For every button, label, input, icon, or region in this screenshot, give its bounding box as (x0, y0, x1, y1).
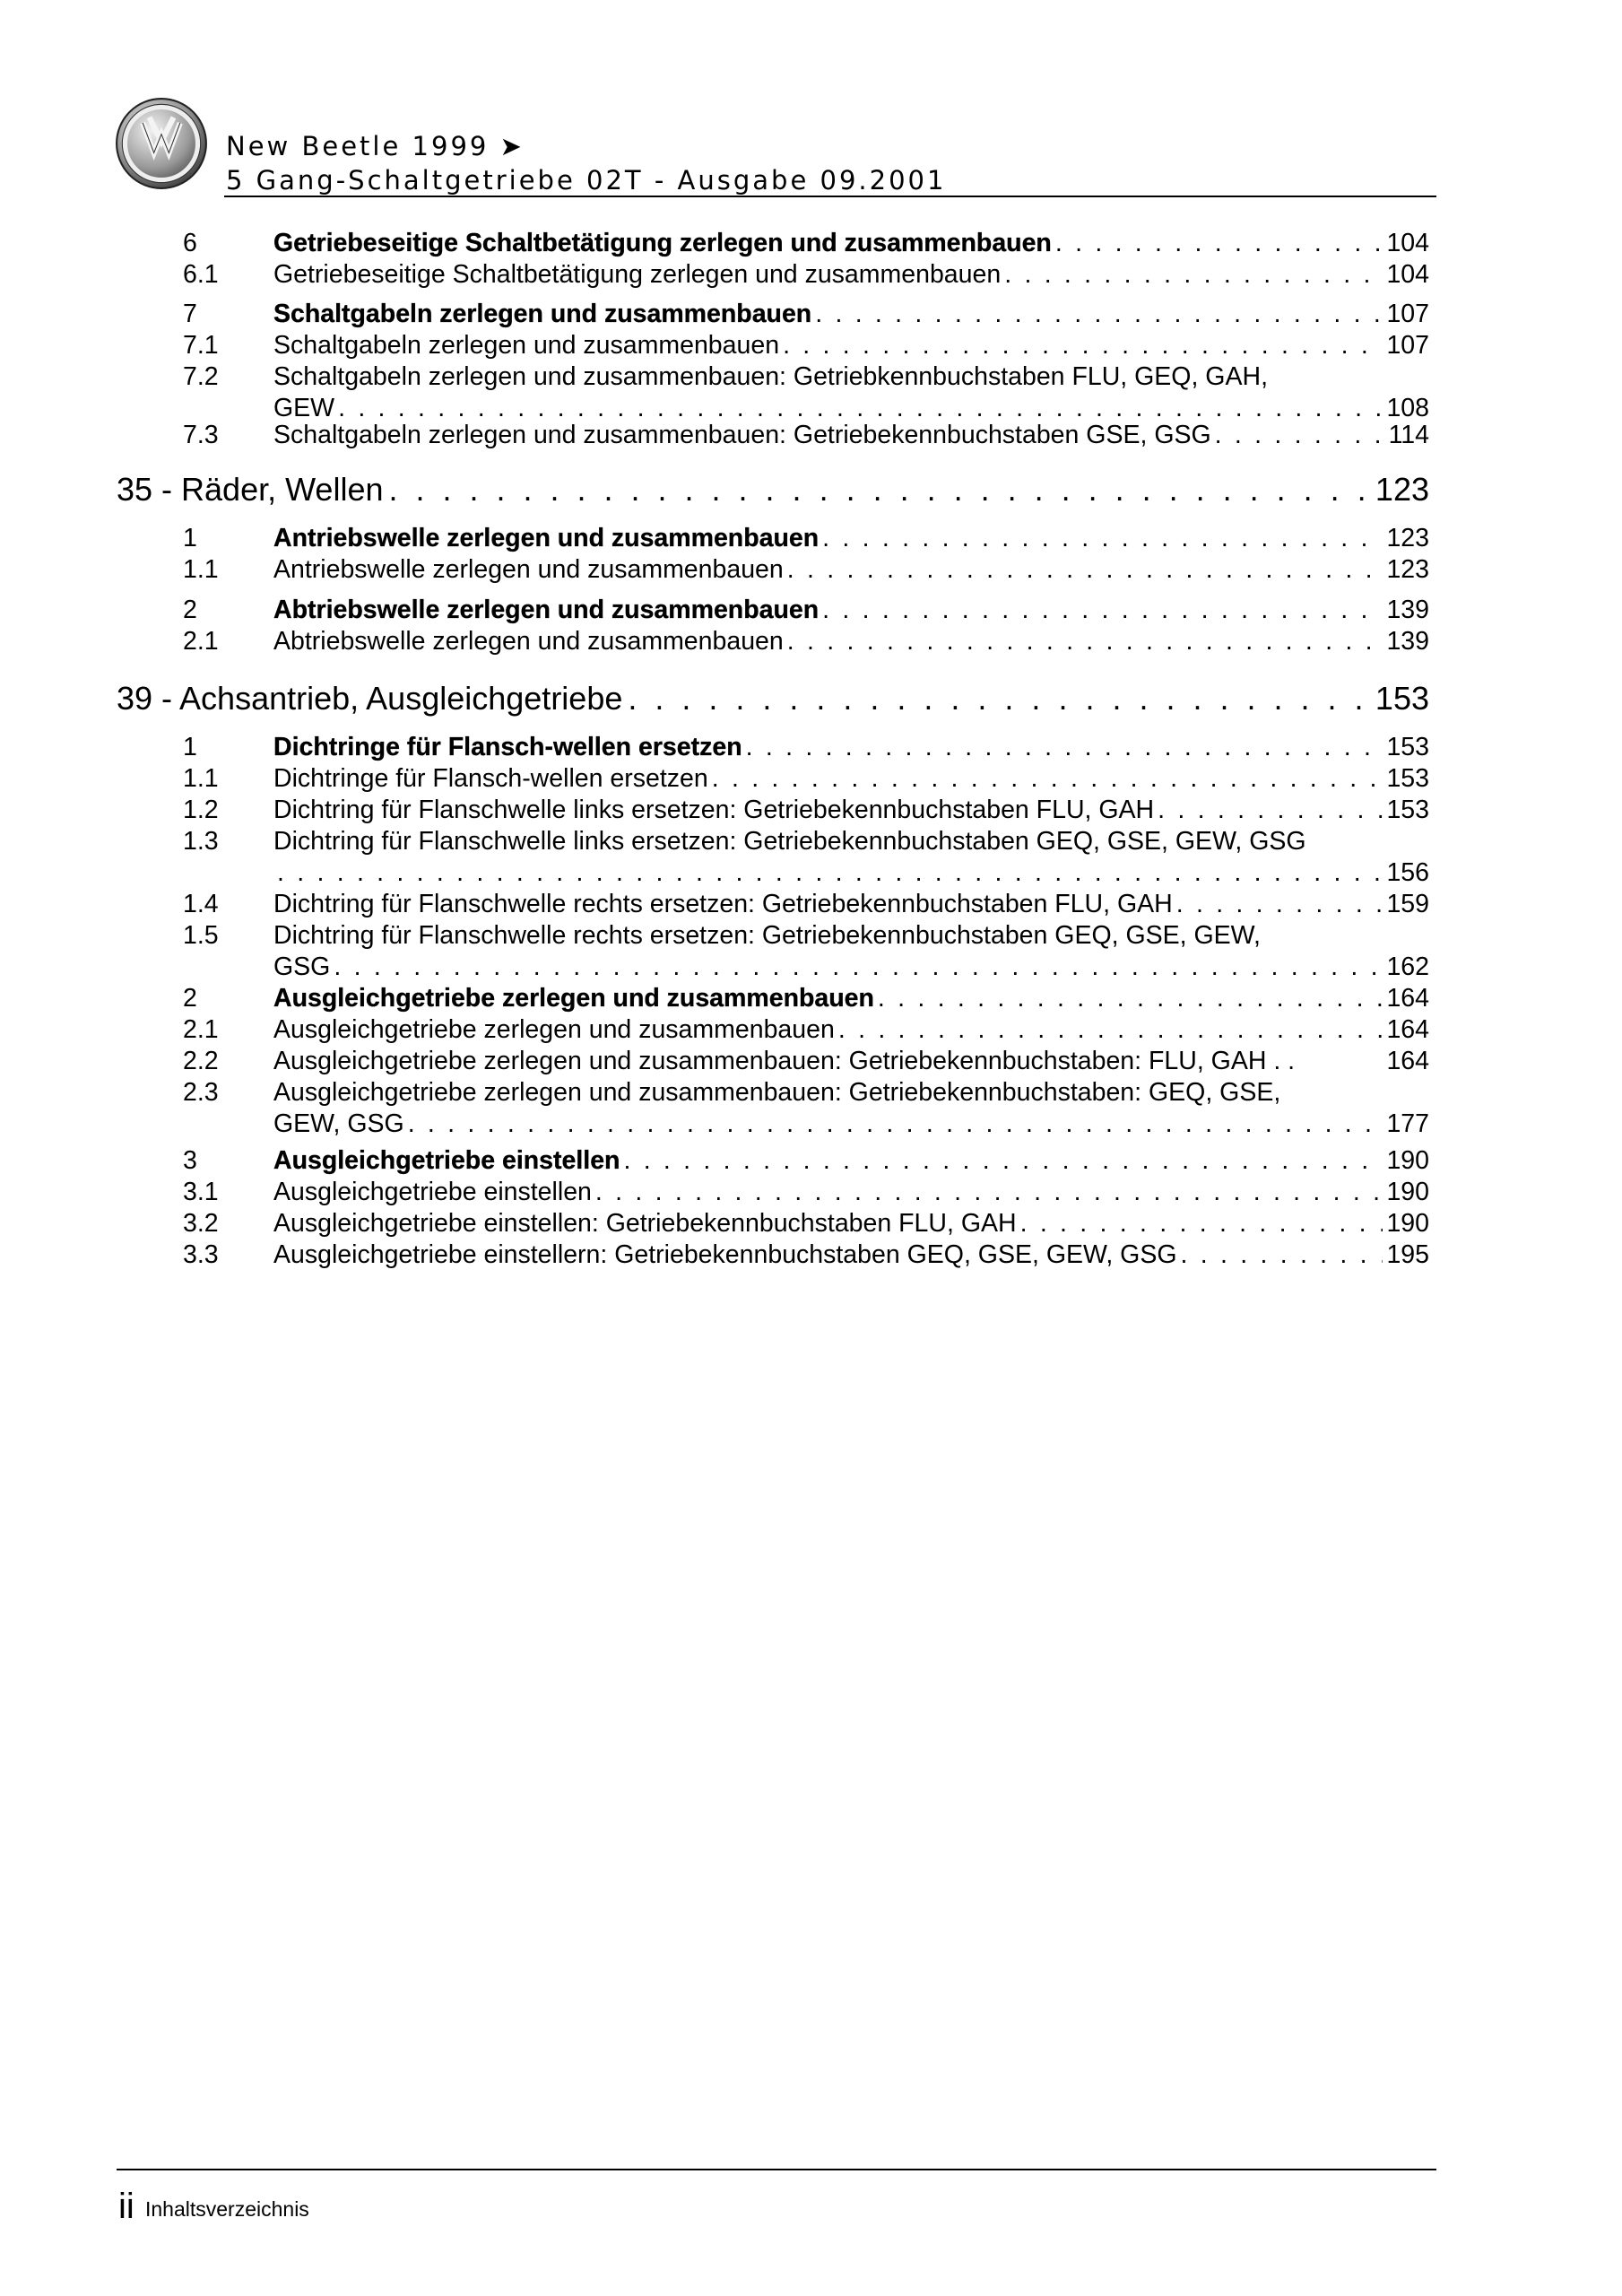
toc-page-number: 177 (1386, 1109, 1429, 1138)
toc-entry-number: 1.2 (183, 796, 219, 824)
toc-leader-dots (822, 524, 1383, 553)
toc-page-number: 164 (1386, 984, 1429, 1013)
toc-leader-dots (338, 394, 1383, 423)
toc-leader-dots (389, 471, 1370, 509)
toc-entry-title: Abtriebswelle zerlegen und zusammenbauen (273, 627, 784, 656)
toc-entry-body (273, 555, 1429, 585)
toc-entry-title: Ausgleichgetriebe einstellen: Getriebekennbuchstaben FLU, GAH (273, 1209, 1017, 1238)
toc-entry-title-cont: GEW (273, 394, 335, 422)
toc-entry-number: 6 (183, 229, 197, 257)
toc-page-number: 107 (1386, 300, 1429, 328)
toc-entry-body (273, 1146, 1429, 1176)
toc-entry-title: Schaltgabeln zerlegen und zusammenbauen: Getriebekennbuchstaben GSE, GSG (273, 421, 1211, 449)
toc-entry-title: Schaltgabeln zerlegen und zusammenbauen (273, 331, 780, 360)
toc-entry-continuation[interactable] (273, 394, 1429, 423)
toc-entry-number: 7.1 (183, 331, 219, 360)
toc-entry-body (273, 921, 1429, 951)
toc-entry-number: 2 (183, 984, 197, 1013)
toc-entry-title: Dichtring für Flanschwelle rechts ersetzen: Getriebekennbuchstaben FLU, GAH (273, 890, 1173, 918)
toc-entry-continuation[interactable] (273, 858, 1429, 888)
toc-leader-dots (623, 1146, 1383, 1176)
toc-entry-body (273, 1178, 1429, 1207)
toc-page-number: 190 (1386, 1209, 1429, 1238)
toc-entry-body (273, 764, 1429, 794)
toc-leader-dots (712, 764, 1383, 794)
toc-entry-title: Ausgleichgetriebe einstellen (273, 1178, 592, 1206)
toc-entry-number: 1 (183, 524, 197, 552)
toc-entry-body (273, 1015, 1429, 1045)
toc-entry-number: 2.3 (183, 1078, 219, 1107)
toc-entry-number: 2.1 (183, 1015, 219, 1044)
toc-leader-dots (815, 300, 1383, 329)
toc-entry-body (273, 796, 1429, 825)
toc-entry-body (273, 260, 1429, 290)
toc-entry-number: 7.3 (183, 421, 219, 449)
toc-entry-title: Dichtring für Flanschwelle rechts ersetzen: Getriebekennbuchstaben GEQ, GSE, GEW, (273, 921, 1261, 950)
toc-entry-body (273, 300, 1429, 329)
toc-entry-title: Dichtring für Flanschwelle links ersetzen: Getriebekennbuchstaben GEQ, GSE, GEW, GSG (273, 827, 1306, 856)
toc-leader-dots (408, 1109, 1383, 1139)
toc-page-number: 153 (1375, 680, 1429, 717)
toc-entry-continuation[interactable] (273, 1109, 1429, 1139)
toc-entry-title: Antriebswelle zerlegen und zusammenbauen (273, 524, 820, 552)
toc-chapter-title: 35 - Räder, Wellen (117, 471, 384, 508)
toc-entry-title: Ausgleichgetriebe einstellern: Getriebekennbuchstaben GEQ, GSE, GEW, GSG (273, 1240, 1177, 1269)
toc-entry-number: 3.1 (183, 1178, 219, 1206)
toc-entry-title: Ausgleichgetriebe zerlegen und zusammenbauen (273, 1015, 835, 1044)
toc-entry-number: 6.1 (183, 260, 219, 289)
toc-page-number: 139 (1386, 596, 1429, 624)
toc-entry-body (273, 524, 1429, 553)
toc-entry-body (273, 229, 1429, 258)
toc-page-number: 190 (1386, 1146, 1429, 1175)
header-model: New Beetle 1999 ➤ (226, 131, 525, 161)
toc-page-number: 195 (1386, 1240, 1429, 1269)
toc-entry-number: 1.4 (183, 890, 219, 918)
toc-leader-dots (1020, 1209, 1383, 1239)
toc-page-number: 153 (1386, 764, 1429, 793)
toc-entry-number: 3.3 (183, 1240, 219, 1269)
toc-entry-body (273, 1078, 1429, 1108)
toc-page-number: 104 (1386, 229, 1429, 257)
toc-entry-body (273, 627, 1429, 657)
toc-page-number: 153 (1386, 733, 1429, 761)
toc-entry-title-cont: GSG (273, 952, 331, 981)
toc-entry-title: Ausgleichgetriebe zerlegen und zusammenbauen: Getriebekennbuchstaben: FLU, GAH . . (273, 1047, 1296, 1075)
toc-page-number: 164 (1386, 1015, 1429, 1044)
toc-entry-body (273, 1240, 1429, 1270)
toc-entry-title: Dichtringe für Flansch-wellen ersetzen (273, 764, 708, 793)
toc-page-number: 123 (1375, 471, 1429, 508)
toc-entry-title: Getriebeseitige Schaltbetätigung zerlegen und zusammenbauen (273, 260, 1002, 289)
vw-logo (115, 97, 208, 190)
toc-entry-body (273, 421, 1429, 450)
toc-page-number: 114 (1388, 421, 1429, 449)
toc-entry-body (273, 827, 1429, 857)
toc-page-number: 123 (1386, 524, 1429, 552)
toc-entry-title: Ausgleichgetriebe einstellen (273, 1146, 620, 1175)
toc-leader-dots (277, 858, 1383, 888)
toc-entry-number: 7 (183, 300, 197, 328)
toc-entry-continuation[interactable] (273, 952, 1429, 982)
toc-leader-dots (628, 680, 1370, 718)
toc-leader-dots (783, 331, 1383, 361)
toc-entry-title: Abtriebswelle zerlegen und zusammenbauen (273, 596, 820, 624)
toc-entry-number: 3.2 (183, 1209, 219, 1238)
footer-page-number: ii (118, 2187, 134, 2226)
toc-entry-number: 1 (183, 733, 197, 761)
toc-page-number: 139 (1386, 627, 1429, 656)
toc-entry-title: Ausgleichgetriebe zerlegen und zusammenbauen: Getriebekennbuchstaben: GEQ, GSE, (273, 1078, 1281, 1107)
toc-leader-dots (787, 555, 1383, 585)
toc-entry-body (273, 733, 1429, 762)
toc-entry-number: 2.2 (183, 1047, 219, 1075)
header-title: 5 Gang-Schaltgetriebe 02T - Ausgabe 09.2001 (226, 165, 947, 196)
toc-entry-number: 7.2 (183, 362, 219, 391)
toc-chapter-row[interactable] (117, 471, 1429, 509)
toc-entry-number: 1.5 (183, 921, 219, 950)
toc-entry-body (273, 331, 1429, 361)
toc-leader-dots (1215, 421, 1385, 450)
toc-leader-dots (595, 1178, 1383, 1207)
toc-leader-dots (787, 627, 1383, 657)
toc-entry-title: Antriebswelle zerlegen und zusammenbauen (273, 555, 784, 584)
toc-leader-dots (1181, 1240, 1383, 1270)
toc-entry-title: Dichtring für Flanschwelle links ersetzen: Getriebekennbuchstaben FLU, GAH (273, 796, 1155, 824)
toc-entry-body (273, 362, 1429, 392)
header-rule (224, 196, 1436, 197)
toc-entry-body (273, 596, 1429, 625)
toc-entry-title-cont: GEW, GSG (273, 1109, 404, 1138)
toc-entry-number: 2 (183, 596, 197, 624)
toc-leader-dots (334, 952, 1383, 982)
toc-leader-dots (1176, 890, 1383, 919)
toc-chapter-row[interactable] (117, 680, 1429, 718)
toc-entry-number: 2.1 (183, 627, 219, 656)
toc-entry-number: 1.1 (183, 764, 219, 793)
toc-page-number: 159 (1386, 890, 1429, 918)
toc-entry-number: 3 (183, 1146, 197, 1175)
toc-page-number: 104 (1386, 260, 1429, 289)
toc-leader-dots (1158, 796, 1383, 825)
toc-entry-body (273, 984, 1429, 1013)
toc-entry-number: 1.1 (183, 555, 219, 584)
toc-page-number: 162 (1386, 952, 1429, 981)
toc-entry-number: 1.3 (183, 827, 219, 856)
toc-leader-dots (822, 596, 1383, 625)
toc-leader-dots (838, 1015, 1383, 1045)
toc-entry-body (273, 1047, 1429, 1076)
toc-entry-title: Schaltgabeln zerlegen und zusammenbauen (273, 300, 812, 328)
toc-page-number: 123 (1386, 555, 1429, 584)
toc-leader-dots (878, 984, 1383, 1013)
toc-page-number: 153 (1386, 796, 1429, 824)
toc-leader-dots (746, 733, 1383, 762)
footer-section-label: Inhaltsverzeichnis (145, 2197, 309, 2221)
toc-entry-body (273, 1209, 1429, 1239)
toc-page-number: 190 (1386, 1178, 1429, 1206)
toc-page-number: 164 (1386, 1047, 1429, 1075)
toc-entry-title: Getriebeseitige Schaltbetätigung zerlegen und zusammenbauen (273, 229, 1052, 257)
toc-page-number: 108 (1386, 394, 1429, 422)
toc-entry-body (273, 890, 1429, 919)
toc-entry-title: Ausgleichgetriebe zerlegen und zusammenbauen (273, 984, 874, 1013)
toc-entry-title: Dichtringe für Flansch-wellen ersetzen (273, 733, 742, 761)
toc-page-number: 156 (1386, 858, 1429, 887)
toc-chapter-title: 39 - Achsantrieb, Ausgleichgetriebe (117, 680, 623, 717)
toc-leader-dots (1004, 260, 1383, 290)
toc-page-number: 107 (1386, 331, 1429, 360)
toc-leader-dots (1055, 229, 1383, 258)
toc-entry-title: Schaltgabeln zerlegen und zusammenbauen: Getriebkennbuchstaben FLU, GEQ, GAH, (273, 362, 1268, 391)
footer-rule (117, 2169, 1436, 2170)
